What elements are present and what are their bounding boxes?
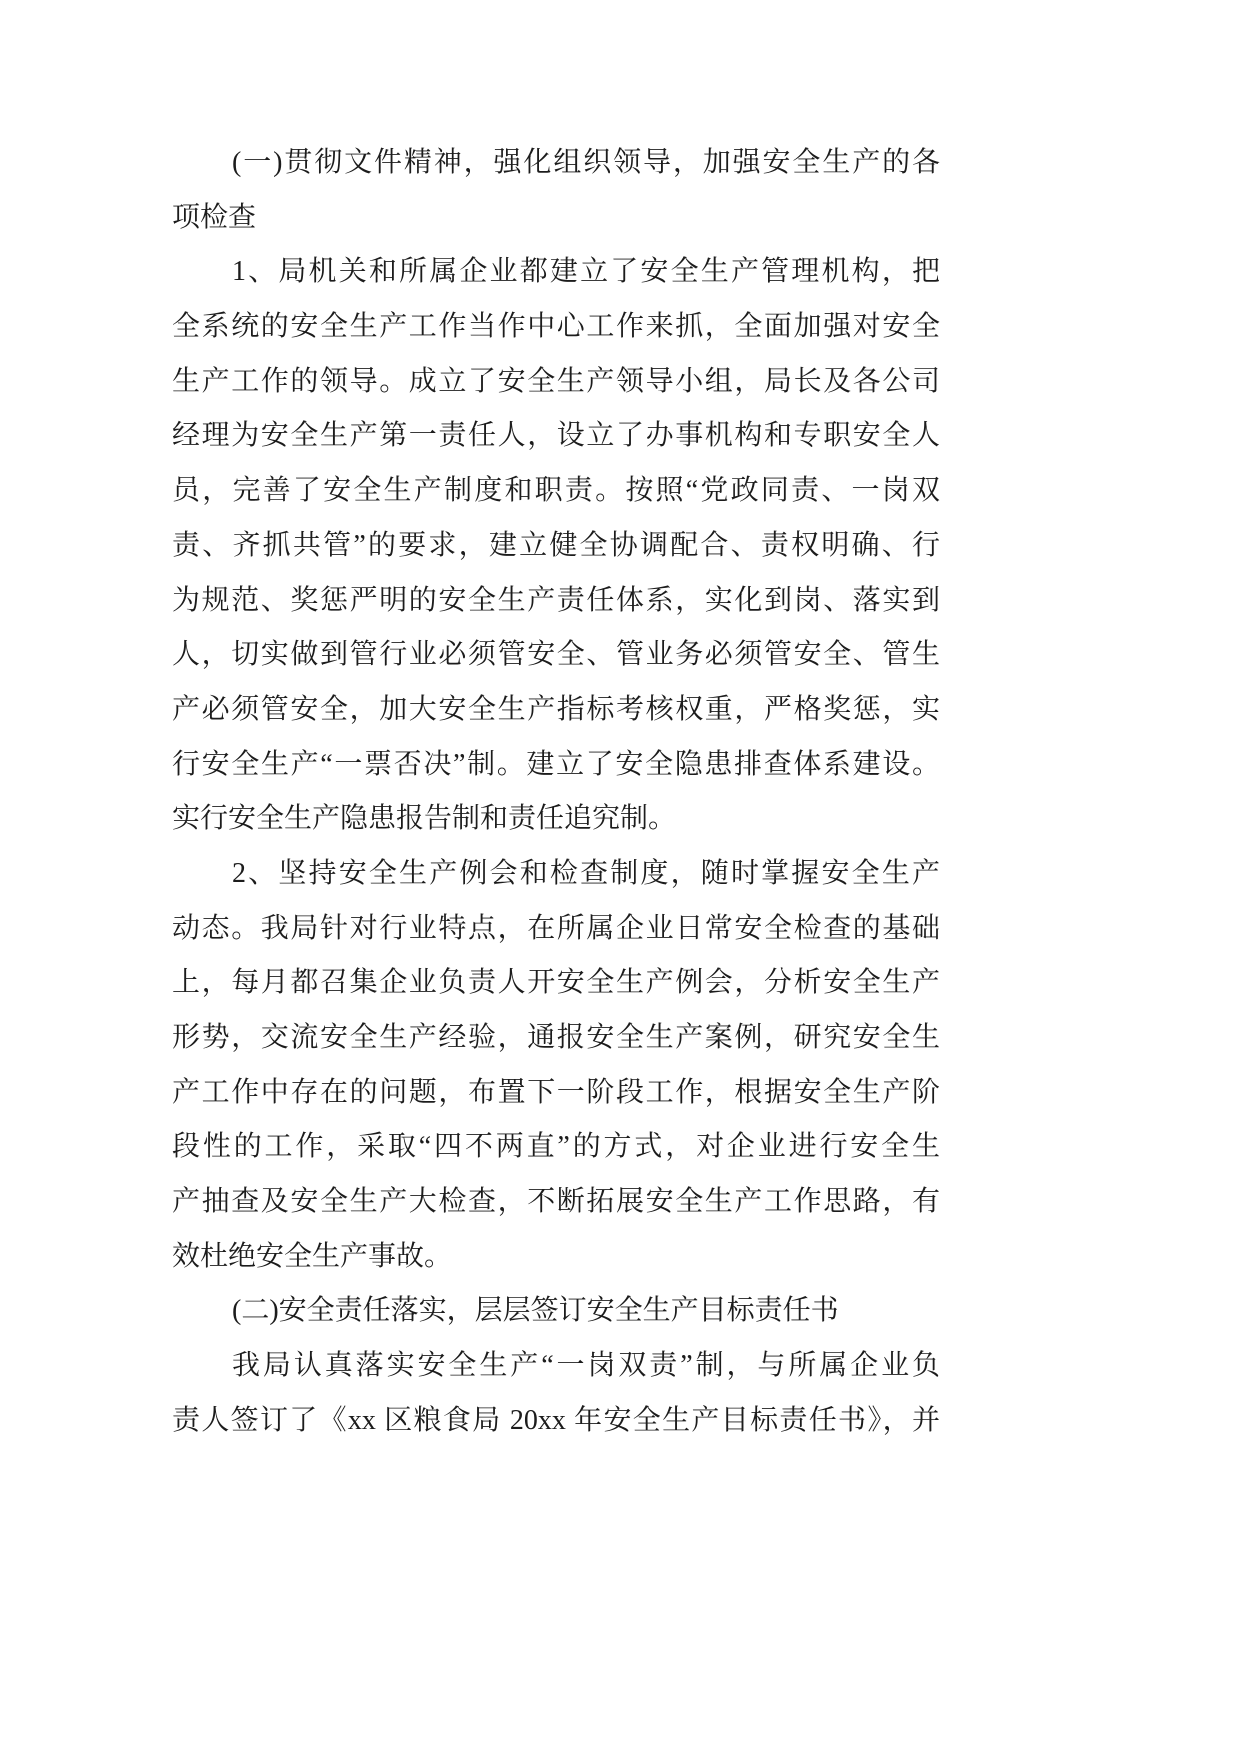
text-line: 责、齐抓共管”的要求，建立健全协调配合、责权明确、行 bbox=[172, 529, 940, 561]
text-line: 全系统的安全生产工作当作中心工作来抓，全面加强对安全 bbox=[172, 311, 940, 343]
paragraph-item-1 bbox=[172, 245, 940, 847]
text-line: 人，切实做到管行业必须管安全、管业务必须管安全、管生 bbox=[172, 639, 940, 671]
text-line: 经理为安全生产第一责任人，设立了办事机构和专职安全人 bbox=[172, 420, 940, 452]
section-heading-1 bbox=[172, 136, 940, 245]
text-line: 我局认真落实安全生产“一岗双责”制，与所属企业负 bbox=[232, 1350, 940, 1382]
text-line: 动态。我局针对行业特点，在所属企业日常安全检查的基础 bbox=[172, 912, 940, 944]
text-line: 责人签订了《xx 区粮食局 20xx 年安全生产目标责任书》，并 bbox=[172, 1404, 940, 1436]
document-body bbox=[172, 136, 940, 1449]
text-line: 上，每月都召集企业负责人开安全生产例会，分析安全生产 bbox=[172, 967, 940, 999]
text-line: 产必须管安全，加大安全生产指标考核权重，严格奖惩，实 bbox=[172, 693, 940, 725]
text-line: 形势，交流安全生产经验，通报安全生产案例，研究安全生 bbox=[172, 1022, 940, 1053]
text-line: 1、局机关和所属企业都建立了安全生产管理机构，把 bbox=[232, 256, 940, 288]
text-line: 产工作中存在的问题，布置下一阶段工作，根据安全生产阶 bbox=[172, 1076, 940, 1108]
section-heading-2 bbox=[172, 1284, 940, 1339]
text-line: 行安全生产“一票否决”制。建立了安全隐患排查体系建设。 bbox=[172, 748, 940, 780]
paragraph-item-2 bbox=[172, 847, 940, 1285]
text-line: 段性的工作，采取“四不两直”的方式，对企业进行安全生 bbox=[172, 1131, 940, 1163]
text-line: (一)贯彻文件精神，强化组织领导，加强安全生产的各 bbox=[232, 147, 940, 178]
text-line: 员，完善了安全生产制度和职责。按照“党政同责、一岗双 bbox=[172, 475, 940, 507]
text-line: 效杜绝安全生产事故。 bbox=[172, 1240, 453, 1272]
paragraph bbox=[172, 1339, 940, 1448]
text-line: 为规范、奖惩严明的安全生产责任体系，实化到岗、落实到 bbox=[172, 584, 940, 616]
text-line: 项检查 bbox=[172, 201, 257, 233]
text-line: (二)安全责任落实，层层签订安全生产目标责任书 bbox=[232, 1295, 839, 1327]
text-line: 实行安全生产隐患报告制和责任追究制。 bbox=[172, 803, 677, 835]
text-line: 生产工作的领导。成立了安全生产领导小组，局长及各公司 bbox=[172, 365, 940, 397]
text-line: 产抽查及安全生产大检查，不断拓展安全生产工作思路，有 bbox=[172, 1186, 940, 1218]
text-line: 2、坚持安全生产例会和检查制度，随时掌握安全生产 bbox=[232, 857, 940, 889]
